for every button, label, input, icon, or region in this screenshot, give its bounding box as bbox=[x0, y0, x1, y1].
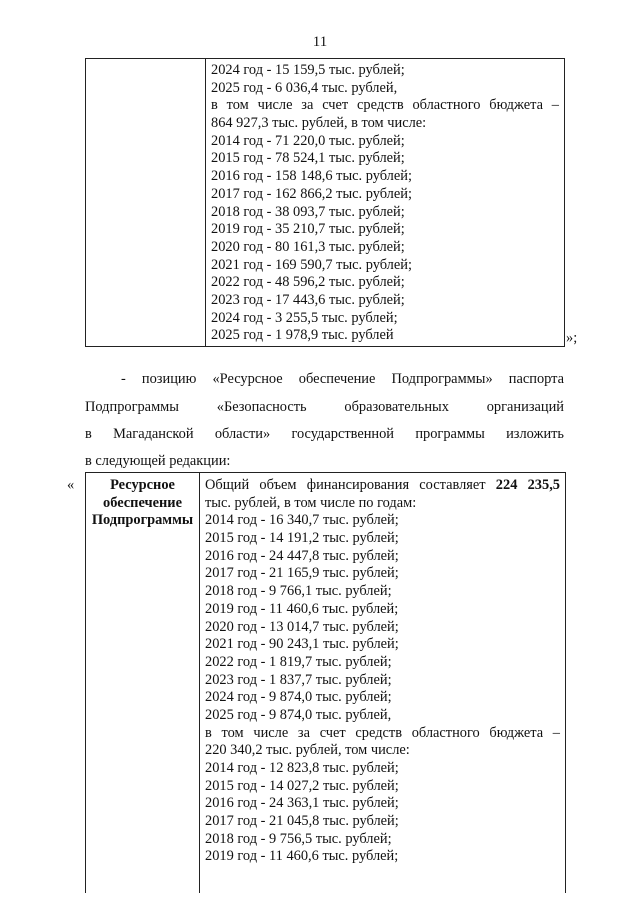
funding-line: 2023 год - 17 443,6 тыс. рублей; bbox=[211, 291, 405, 308]
funding-line: 2024 год - 15 159,5 тыс. рублей; bbox=[211, 62, 405, 78]
paragraph-line: в Магаданской области» государственной программы изложить bbox=[85, 426, 564, 442]
funding-line: 2019 год - 35 210,7 тыс. рублей; bbox=[211, 221, 405, 238]
funding-line: 2014 год - 16 340,7 тыс. рублей; bbox=[205, 512, 399, 529]
paragraph-line: Подпрограммы «Безопасность образовательных организаций bbox=[85, 399, 564, 415]
funding-line: 2020 год - 13 014,7 тыс. рублей; bbox=[205, 618, 399, 635]
funding-line: 2018 год - 38 093,7 тыс. рублей; bbox=[211, 203, 405, 220]
funding-line: 2015 год - 78 524,1 тыс. рублей; bbox=[211, 150, 405, 167]
funding-total-line bbox=[205, 477, 560, 495]
funding-line: тыс. рублей, в том числе по годам: bbox=[205, 494, 417, 511]
funding-line: 2022 год - 1 819,7 тыс. рублей; bbox=[205, 653, 392, 670]
funding-line: в том числе за счет средств областного бюджета – bbox=[211, 97, 559, 114]
page-number: 11 bbox=[312, 34, 328, 50]
funding-line: 2019 год - 11 460,6 тыс. рублей; bbox=[205, 848, 399, 865]
row-header-line: обеспечение bbox=[103, 494, 182, 511]
funding-line: 220 340,2 тыс. рублей, том числе: bbox=[205, 742, 410, 759]
funding-line: 2021 год - 169 590,7 тыс. рублей; bbox=[211, 256, 412, 273]
funding-line: 2020 год - 80 161,3 тыс. рублей; bbox=[211, 238, 405, 255]
funding-line: 2014 год - 71 220,0 тыс. рублей; bbox=[211, 132, 405, 149]
funding-lines bbox=[211, 62, 559, 345]
funding-line: 2016 год - 24 363,1 тыс. рублей; bbox=[205, 795, 399, 812]
funding-line: 2023 год - 1 837,7 тыс. рублей; bbox=[205, 671, 392, 688]
funding-line: 2017 год - 162 866,2 тыс. рублей; bbox=[211, 185, 412, 202]
funding-line: 2024 год - 3 255,5 тыс. рублей; bbox=[211, 309, 398, 326]
funding-table-continued bbox=[85, 58, 565, 347]
funding-line: 2016 год - 158 148,6 тыс. рублей; bbox=[211, 168, 412, 185]
row-header-cell bbox=[86, 477, 199, 530]
funding-line: 2022 год - 48 596,2 тыс. рублей; bbox=[211, 274, 405, 291]
funding-line: 2017 год - 21 045,8 тыс. рублей; bbox=[205, 813, 399, 830]
closing-quote: »; bbox=[566, 330, 578, 346]
funding-line: 2025 год - 6 036,4 тыс. рублей, bbox=[211, 79, 398, 96]
funding-line: 2014 год - 12 823,8 тыс. рублей; bbox=[205, 760, 399, 776]
column-divider bbox=[205, 59, 206, 346]
resource-lines bbox=[205, 477, 560, 866]
row-header-line: Ресурсное bbox=[110, 477, 175, 493]
funding-line: 2015 год - 14 027,2 тыс. рублей; bbox=[205, 777, 399, 794]
opening-quote: « bbox=[67, 477, 75, 493]
funding-line: 2018 год - 9 766,1 тыс. рублей; bbox=[205, 583, 392, 600]
funding-line: в том числе за счет средств областного бюджета – bbox=[205, 724, 560, 741]
resource-table bbox=[85, 472, 566, 893]
paragraph-line: - позицию «Ресурсное обеспечение Подпрограммы» паспорта bbox=[121, 371, 564, 387]
funding-line: 2021 год - 90 243,1 тыс. рублей; bbox=[205, 636, 399, 653]
funding-line: 2019 год - 11 460,6 тыс. рублей; bbox=[205, 600, 399, 617]
paragraph-line: в следующей редакции: bbox=[85, 453, 231, 469]
total-prefix: Общий объем финансирования составляет bbox=[205, 477, 486, 493]
funding-line: 2018 год - 9 756,5 тыс. рублей; bbox=[205, 830, 392, 847]
funding-line: 2017 год - 21 165,9 тыс. рублей; bbox=[205, 565, 399, 582]
funding-line: 2025 год - 9 874,0 тыс. рублей, bbox=[205, 706, 392, 723]
funding-line: 2025 год - 1 978,9 тыс. рублей bbox=[211, 327, 394, 344]
funding-line: 2016 год - 24 447,8 тыс. рублей; bbox=[205, 547, 399, 564]
funding-line: 864 927,3 тыс. рублей, в том числе: bbox=[211, 115, 427, 132]
funding-line: 2024 год - 9 874,0 тыс. рублей; bbox=[205, 689, 392, 706]
funding-line: 2015 год - 14 191,2 тыс. рублей; bbox=[205, 530, 399, 547]
column-divider bbox=[199, 473, 200, 893]
row-header-line: Подпрограммы bbox=[91, 512, 194, 529]
total-amount: 224 235,5 bbox=[495, 477, 560, 493]
